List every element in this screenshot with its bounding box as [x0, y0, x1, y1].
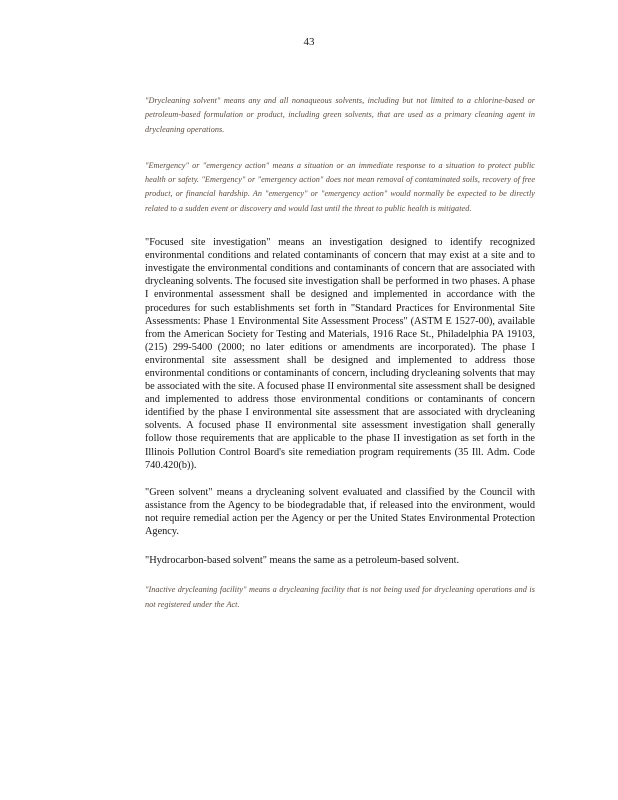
definition-drycleaning-solvent: "Drycleaning solvent" means any and all nonaqueous solvents, including but not limited to a chlorine-based or petroleum-based formulation or product, including green solvents, that are used as a primary cleaning agent in drycleaning operations. [145, 96, 535, 134]
definition-emergency: "Emergency" or "emergency action" means a situation or an immediate response to a situation to protect public health or safety. "Emergency" or "emergency action" does not mean removal of contaminated soils, recovery of free product, or financial hardship. An "emergency" or "emergency action" would normally be expected to be directly related to a sudden event or discovery and would last until the threat to public health is mitigated. [145, 160, 535, 213]
definition-inactive-drycleaning-facility: "Inactive drycleaning facility" means a drycleaning facility that is not being used for drycleaning operations and is not registered under the Act. [145, 585, 535, 609]
definitions-section [145, 94, 535, 612]
definition-green-solvent: "Green solvent" means a drycleaning solvent evaluated and classified by the Council with assistance from the Agency to be biodegradable that, if released into the environment, would not require remedial action per the Agency or per the United States Environmental Protection Agency. [145, 486, 535, 538]
definition-hydrocarbon-based-solvent: "Hydrocarbon-based solvent" means the same as a petroleum-based solvent. [145, 555, 460, 567]
page-number: 43 [303, 36, 315, 48]
definition-focused-site-investigation: "Focused site investigation" means an investigation designed to identify recognized environmental conditions and related contaminants of concern that may exist at a site and to investigate the environmental conditions and contaminants of concern that are associated with drycleaning solvents. The focused site investigation shall be performed in two phases. A phase I environmental assessment shall be designed and implemented in accordance with the procedures for such establishments set forth in "Standard Practices for Environmental Site Assessments: Phase 1 Environmental Site Assessment Process" (ASTM E 1527-00), available from the American Society for Testing and Materials, 1916 Race St., Philadelphia PA 19103, (215) 299-5400 (2000; no later editions or amendments are incorporated). The phase I environmental site assessment shall be designed and implemented to address those environmental conditions or contaminants of concern, including drycleaning solvents that may be associated with the site. A focused phase II environmental site assessment shall be designed and implemented to address those environmental conditions or contaminants of concern identified by the phase I environmental site assessment that are associated with drycleaning solvents. A focused phase II environmental site assessment investigation shall generally follow those requirements that are applicable to the phase II investigation as set forth in the Illinois Pollution Control Board's site remediation program requirements (35 Ill. Adm. Code 740.420(b)). [145, 237, 535, 471]
